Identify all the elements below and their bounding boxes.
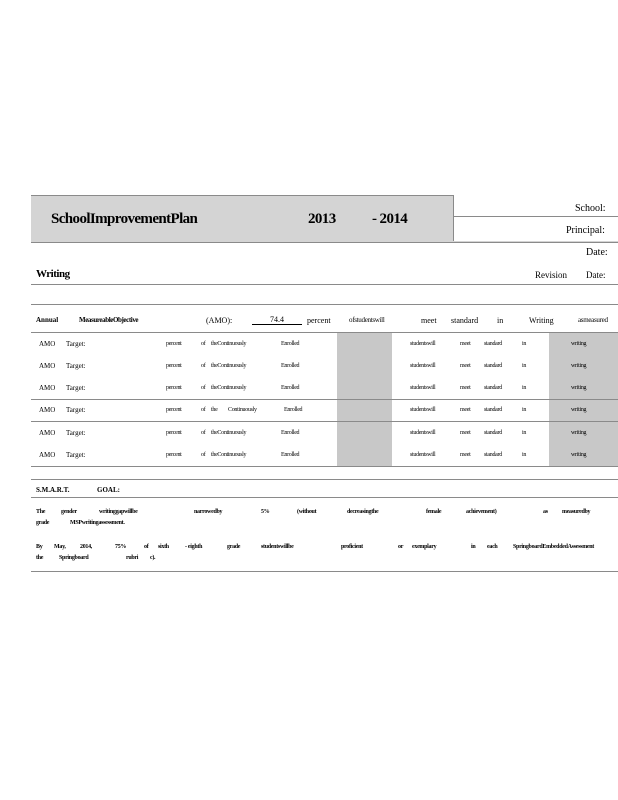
row-target: Target: bbox=[66, 429, 86, 437]
goal-label: GOAL: bbox=[97, 486, 120, 494]
amo-objective: MeasureableObjective bbox=[79, 316, 139, 324]
row-students: studentswill bbox=[410, 341, 436, 347]
amo-percent: percent bbox=[307, 316, 331, 325]
row-standard: standard bbox=[484, 385, 502, 391]
goal2-word: Springboard bbox=[59, 555, 89, 561]
smart-top-rule bbox=[31, 479, 618, 480]
row-of: of bbox=[201, 452, 206, 458]
row-meet: meet bbox=[460, 385, 471, 391]
row-percent: percent bbox=[166, 430, 182, 436]
amo-meet: meet bbox=[421, 316, 437, 325]
row-of: of bbox=[201, 341, 206, 347]
goal2-word: - eighth bbox=[185, 544, 203, 550]
goal1-word: The bbox=[36, 509, 46, 515]
plan-title: SchoolImprovementPlan bbox=[51, 211, 198, 227]
row-meet: meet bbox=[460, 341, 471, 347]
goal1-word: female bbox=[426, 509, 442, 515]
row-standard: standard bbox=[484, 452, 502, 458]
row-meet: meet bbox=[460, 407, 471, 413]
goal2-word: SpringboardEmbeddedAssessment bbox=[513, 544, 594, 550]
row-continuously: theContinuously bbox=[211, 363, 247, 369]
year-end: - 2014 bbox=[372, 211, 408, 227]
row-percent: percent bbox=[166, 452, 182, 458]
row-standard: standard bbox=[484, 341, 502, 347]
row-students: studentswill bbox=[410, 363, 436, 369]
row-subject: writing bbox=[571, 341, 587, 347]
goal2-word: 75% bbox=[115, 544, 127, 550]
row-continuously: theContinuously bbox=[211, 341, 247, 347]
row-enrolled: Enrolled bbox=[281, 452, 300, 458]
row-in: in bbox=[522, 341, 527, 347]
row-enrolled: Enrolled bbox=[281, 430, 300, 436]
row-meet: meet bbox=[460, 430, 471, 436]
school-label: School: bbox=[575, 203, 606, 214]
row-percent: percent bbox=[166, 363, 182, 369]
row-meet: meet bbox=[460, 363, 471, 369]
year-start: 2013 bbox=[308, 211, 336, 227]
goal2-word: By bbox=[36, 544, 43, 550]
goal2-word: exemplary bbox=[412, 544, 437, 550]
goal2-word: or bbox=[398, 544, 404, 550]
principal-label: Principal: bbox=[566, 225, 605, 236]
row-subject: writing bbox=[571, 363, 587, 369]
row-standard: standard bbox=[484, 363, 502, 369]
row-subject: writing bbox=[571, 430, 587, 436]
row-students: studentswill bbox=[410, 430, 436, 436]
amo-in: in bbox=[497, 316, 504, 325]
row-meet: meet bbox=[460, 452, 471, 458]
goal1-word: gender bbox=[61, 509, 77, 515]
row-enrolled: Enrolled bbox=[281, 341, 300, 347]
goal1-word: writinggapwillbe bbox=[99, 509, 138, 515]
row-students: studentswill bbox=[410, 385, 436, 391]
goal1-word: measuredby bbox=[562, 509, 591, 515]
row-enrolled: Enrolled bbox=[281, 363, 300, 369]
row-enrolled: Enrolled bbox=[281, 385, 300, 391]
date-label: Date: bbox=[586, 247, 608, 258]
row-group-divider-1 bbox=[31, 399, 618, 400]
goal2-word: grade bbox=[227, 544, 241, 550]
row-target: Target: bbox=[66, 362, 86, 370]
amo-of-students: ofstudentswill bbox=[349, 316, 385, 324]
goal1-word: decreasingthe bbox=[347, 509, 379, 515]
amo-standard: standard bbox=[451, 316, 479, 325]
subject-title: Writing bbox=[36, 268, 70, 280]
row-percent: percent bbox=[166, 341, 182, 347]
row-of: of bbox=[201, 363, 206, 369]
goal-bottom-rule bbox=[31, 571, 618, 572]
row-subject: writing bbox=[571, 385, 587, 391]
smart-divider bbox=[31, 497, 618, 498]
row-in: in bbox=[522, 452, 527, 458]
row-students: studentswill bbox=[410, 452, 436, 458]
row-amo: AMO bbox=[39, 451, 56, 459]
row-of: of bbox=[201, 385, 206, 391]
row-percent: percent bbox=[166, 385, 182, 391]
row-target: Target: bbox=[66, 384, 86, 392]
row-continuously: theContinuously bbox=[211, 385, 247, 391]
row-in: in bbox=[522, 430, 527, 436]
goal1-word: (without bbox=[297, 509, 317, 515]
amo-as-measured: asmeasured bbox=[578, 316, 608, 324]
goal1-word: achievement) bbox=[466, 509, 497, 515]
row-standard: standard bbox=[484, 407, 502, 413]
row-in: in bbox=[522, 363, 527, 369]
row-of: of bbox=[201, 407, 206, 413]
row-group-divider-2 bbox=[31, 421, 618, 422]
row-continuously: theContinuously bbox=[211, 452, 247, 458]
row-subject: writing bbox=[571, 407, 587, 413]
goal1-word: narrowedby bbox=[194, 509, 223, 515]
goal1-word: grade bbox=[36, 520, 50, 526]
amo-table-top-rule bbox=[31, 304, 618, 305]
revision-date-label: Date: bbox=[586, 270, 606, 280]
row-amo: AMO bbox=[39, 384, 56, 392]
amo-label: (AMO): bbox=[206, 316, 233, 325]
goal2-word: sixth bbox=[158, 544, 169, 550]
row-of: of bbox=[201, 430, 206, 436]
goal1-word: 5% bbox=[261, 509, 270, 515]
goal2-word: c). bbox=[150, 555, 156, 561]
goal1-word: as bbox=[543, 509, 548, 515]
goal2-word: 2014, bbox=[80, 544, 93, 550]
goal2-word: in bbox=[471, 544, 476, 550]
amo-annual: Annual bbox=[36, 316, 59, 324]
row-target: Target: bbox=[66, 340, 86, 348]
row-continuously: theContinuously bbox=[211, 430, 247, 436]
goal2-word: the bbox=[36, 555, 44, 561]
row-in: in bbox=[522, 407, 527, 413]
row-target: Target: bbox=[66, 451, 86, 459]
amo-value: 74.4 bbox=[252, 315, 302, 325]
row-amo: AMO bbox=[39, 340, 56, 348]
goal2-word: of bbox=[144, 544, 149, 550]
header-divider bbox=[31, 284, 618, 285]
revision-label: Revision bbox=[535, 270, 568, 280]
goal2-word: rubri bbox=[126, 555, 139, 561]
row-percent: percent bbox=[166, 407, 182, 413]
amo-subject: Writing bbox=[529, 316, 554, 325]
row-enrolled: Enrolled bbox=[284, 407, 303, 413]
row-standard: standard bbox=[484, 430, 502, 436]
row-the: the bbox=[211, 407, 218, 413]
row-amo: AMO bbox=[39, 429, 56, 437]
goal2-word: proficient bbox=[341, 544, 363, 550]
goal2-word: each bbox=[487, 544, 498, 550]
amo-table-bottom-rule bbox=[31, 466, 618, 467]
goal2-word: May, bbox=[54, 544, 66, 550]
row-target: Target: bbox=[66, 406, 86, 414]
row-students: studentswill bbox=[410, 407, 436, 413]
row-subject: writing bbox=[571, 452, 587, 458]
smart-label: S.M.A.R.T. bbox=[36, 486, 70, 494]
row-in: in bbox=[522, 385, 527, 391]
row-amo: AMO bbox=[39, 362, 56, 370]
row-amo: AMO bbox=[39, 406, 56, 414]
goal2-word: studentswillbe bbox=[261, 544, 294, 550]
goal1-word: MSPwritingassessment. bbox=[70, 520, 125, 526]
row-continuously: Continuously bbox=[228, 407, 257, 413]
amo-header-rule bbox=[31, 332, 618, 333]
